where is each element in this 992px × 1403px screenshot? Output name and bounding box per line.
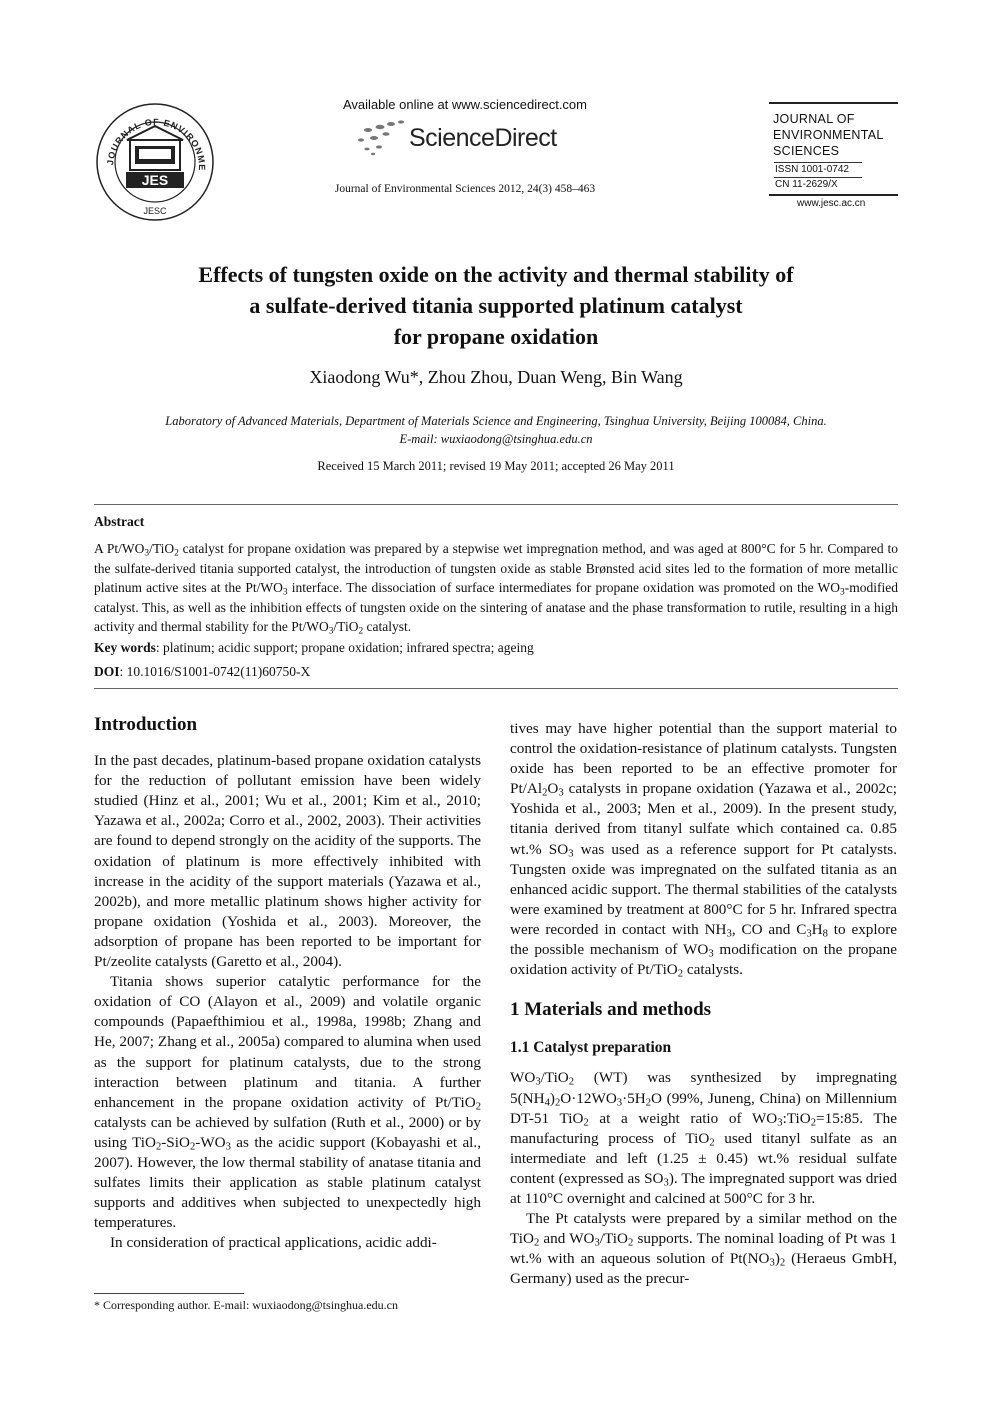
doi: DOI: 10.1016/S1001-0742(11)60750-X xyxy=(94,664,311,679)
authors: Xiaodong Wu*, Zhou Zhou, Duan Weng, Bin Wang xyxy=(309,367,683,387)
divider xyxy=(769,102,898,104)
journal-cn: CN 11-2629/X xyxy=(775,179,838,190)
sciencedirect-dots-icon xyxy=(355,118,405,158)
logo-ring-text: JOURNAL OF ENVIRONME xyxy=(105,116,208,172)
divider xyxy=(94,504,898,505)
left-column xyxy=(94,715,481,1253)
keywords: Key words: platinum; acidic support; propane oxidation; infrared spectra; ageing xyxy=(94,640,534,655)
divider xyxy=(94,688,898,689)
logo-abbrev: JES xyxy=(141,172,169,188)
journal-logo xyxy=(93,100,218,222)
doi-label: DOI xyxy=(94,664,120,679)
journal-issn: ISSN 1001-0742 xyxy=(775,164,849,175)
corresponding-author-footnote: * Corresponding author. E-mail: wuxiaodong@tsinghua.edu.cn xyxy=(94,1298,399,1312)
prep-paragraph-1: $WO_3/TiO_2$ (WT) was synthesized by impregnating $5(NH_4)_2O\cdot 12WO_3\cdot 5H_2O$ (99%, Juneng, China) on Millennium DT-51 TiO$_2$ at a weight ratio of $WO_3:TiO_2=15:85$. The manufacturing process of TiO$_2$ used titanyl sulfate as an intermediate and left (1.25 ± 0.45) wt.% residual sulfate content (expressed as $SO_3$). The impregnated support was dried at 110°C overnight and calcined at 500°C for 3 hr. xyxy=(510,1069,897,1207)
divider xyxy=(774,162,862,163)
affiliation: Laboratory of Advanced Materials, Department of Materials Science and Engineering, Tsinghua University, Beijing 100084, China. E-mail: wuxiaodong@tsinghua.edu.cn xyxy=(100,412,892,448)
available-online: Available online at www.sciencedirect.com xyxy=(343,97,587,112)
sciencedirect-brand xyxy=(355,118,595,158)
jes-seal-icon xyxy=(93,100,218,222)
received-dates: Received 15 March 2011; revised 19 May 2011; accepted 26 May 2011 xyxy=(317,459,675,473)
prep-paragraph-2: The Pt catalysts were prepared by a similar method on the TiO$_2$ and $WO_3/TiO_2$ supports. The nominal loading of Pt was 1 wt.% with an aqueous solution of $Pt(NO_3)_2$ (Heraeus GmbH, Germany) used as the precur- xyxy=(510,1210,897,1288)
divider xyxy=(769,194,898,196)
sciencedirect-logo-text: ScienceDirect xyxy=(409,124,557,152)
abstract-heading: Abstract xyxy=(94,514,145,529)
journal-name: JOURNAL OF ENVIRONMENTAL SCIENCES xyxy=(773,112,884,158)
footnote-divider xyxy=(94,1293,244,1294)
abstract-text: A $Pt/WO_3/TiO_2$ catalyst for propane oxidation was prepared by a stepwise wet impregnation method, and was aged at 800°C for 5 hr. Compared to the sulfate-derived titania supported catalyst, the introduction of tungsten oxide as stable Brønsted acid sites led to the formation of more metallic platinum active sites at the $Pt/WO_3$ interface. The dissociation of surface intermediates for propane oxidation was promoted on the $WO_3$-modified catalyst. This, as well as the inhibition effects of tungsten oxide on the sintering of anatase and the phase transformation to rutile, resulting in a high activity and thermal stability for the $Pt/WO_3/TiO_2$ catalyst. xyxy=(94,541,898,637)
intro-paragraph-3: In consideration of practical applications, acidic addi- xyxy=(110,1234,437,1252)
intro-paragraph-2: Titania shows superior catalytic performance for the oxidation of CO (Alayon et al., 2009) and volatile organic compounds (Papaefthimiou et al., 1998a, 1998b; Zhang and He, 2007; Zhang et al., 2005a) compared to alumina when used as the support for platinum catalysts, due to the strong interaction between platinum and titania. A further enhancement in the propane oxidation activity of Pt/TiO$_2$ catalysts can be achieved by sulfation (Ruth et al., 2000) or by using $TiO_2-SiO_2-WO_3$ as the acidic support (Kobayashi et al., 2007). However, the low thermal stability of anatase titania and sulfates limits their application as stable platinum catalyst supports and additives when subjected to unexpectedly high temperatures. xyxy=(94,973,481,1232)
section-1-1-heading: 1.1 Catalyst preparation xyxy=(510,1039,672,1057)
journal-url[interactable]: www.jesc.ac.cn xyxy=(797,198,866,209)
intro-paragraph-1: In the past decades, platinum-based propane oxidation catalysts for the reduction of pollutant emission have been widely studied (Hinz et al., 2001; Wu et al., 2001; Kim et al., 2010; Yazawa et al., 2002a; Corro et al., 2002, 2003). Their activities are found to depend strongly on the acidity of the supports. The oxidation of platinum is more effectively inhibited with increase in the acidity of the support materials (Yazawa et al., 2002b), and more metallic platinum shows higher activity for propane oxidation (Yoshida et al., 2003). Moreover, the adsorption of propane has been reported to be important for Pt/zeolite catalysts (Garetto et al., 2004). xyxy=(94,752,481,971)
journal-citation: Journal of Environmental Sciences 2012, 24(3) 458–463 xyxy=(334,183,596,195)
article-title: Effects of tungsten oxide on the activity and thermal stability of a sulfate-derived titania supported platinum catalyst for propane oxidation xyxy=(198,262,794,349)
keywords-label: Key words xyxy=(94,640,156,655)
intro-paragraph-4: tives may have higher potential than the support material to control the oxidation-resistance of platinum catalysts. Tungsten oxide has been reported to be an effective promoter for $Pt/Al_2O_3$ catalysts in propane oxidation (Yazawa et al., 2002c; Yoshida et al., 2003; Men et al., 2009). In the present study, titania derived from titanyl sulfate which contained ca. 0.85 wt.% $SO_3$ was used as a reference support for Pt catalysts. Tungsten oxide was impregnated on the sulfated titania as an enhanced acidic support. The thermal stabilities of the catalysts were examined by treatment at 800°C for 5 hr. Infrared spectra were recorded in contact with $NH_3$, CO and $C_3H_8$ to explore the possible mechanism of $WO_3$ modification on the propane oxidation activity of Pt/TiO$_2$ catalysts. xyxy=(510,720,898,980)
divider xyxy=(774,177,862,178)
logo-bottom-text: JESC xyxy=(143,206,167,216)
email: E-mail: wuxiaodong@tsinghua.edu.cn xyxy=(399,432,593,446)
introduction-heading: Introduction xyxy=(94,714,198,735)
section-1-heading: 1 Materials and methods xyxy=(510,999,712,1021)
right-column xyxy=(510,719,897,1289)
